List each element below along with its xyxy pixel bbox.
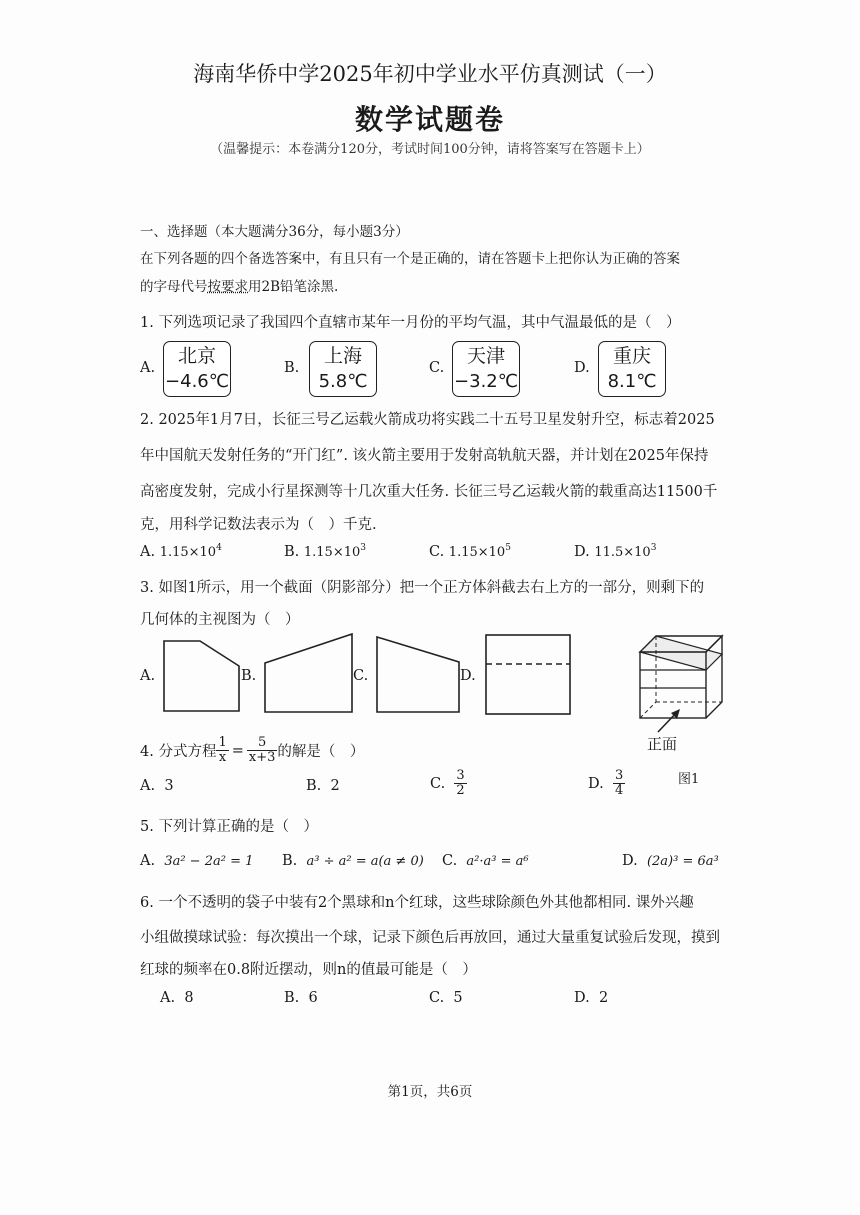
q4-stem-a: 4. 分式方程 [140,744,217,760]
q3-option-d-shape [485,634,573,716]
q2-option-b-exp: 3 [360,543,366,553]
q4-option-d-num: 3 [614,768,624,783]
page-number: 第1页，共6页 [387,1084,473,1100]
q6-option-d [574,990,608,1006]
q5-option-a [140,853,253,869]
q1-stem: 1. 下列选项记录了我国四个直辖市某年一月份的平均气温，其中气温最低的是（ ） [140,315,681,331]
q4-option-b [306,778,340,794]
q1-option-a-letter: A. [140,360,156,376]
q2-option-b-letter: B. [284,543,300,560]
q2-option-b-base: 1.15×10 [303,544,361,560]
q1-option-b-card [309,341,377,397]
q3-figure-front-label: 正面 [647,735,678,753]
q1-option-d-city: 重庆 [612,345,651,367]
q6-option-d-letter: D. [574,990,590,1006]
q6-line2: 小组做摸球试验：每次摸出一个球，记录下颜色后再放回，通过大量重复试验后发现，摸到 [140,930,720,946]
q4-option-c-letter: C. [430,775,446,792]
q2-line2: 年中国航天发射任务的“开门红”. 该火箭主要用于发射高轨航天器，并计划在2025年保持 [140,448,709,464]
q3-figure-caption: 图1 [678,772,700,787]
q1-option-b-temp: 5.8℃ [318,371,368,392]
q2-line1: 2. 2025年1月7日，长征三号乙运载火箭成功将实践二十五号卫星发射升空，标志着2025 [140,412,715,428]
q4-option-d-den: 4 [614,783,624,798]
q3-option-c-shape [376,636,462,714]
q6-option-c-value: 5 [453,990,463,1006]
q4-option-a-letter: A. [140,778,156,794]
q2-option-d-exp: 3 [650,543,657,553]
q2-option-d-base: 11.5×10 [594,544,651,560]
q6-option-c [429,990,463,1006]
q6-option-a [160,990,194,1006]
q5-option-d-text: (2a)³ = 6a³ [646,854,719,869]
q6-option-a-letter: A. [160,990,176,1006]
school-exam-title: 海南华侨中学2025年初中学业水平仿真测试（一） [193,62,667,86]
q2-option-a-letter: A. [140,543,156,560]
q4-fraction-right [247,736,278,765]
q1-option-d-temp: 8.1℃ [607,371,657,392]
q5-option-b [282,853,424,869]
q4-option-c-den: 2 [456,783,465,798]
q4-option-d [588,769,625,798]
q5-option-c [442,853,529,869]
q2-option-d [574,543,656,560]
q4-option-c-fraction [454,769,466,798]
q1-option-a-card [163,341,231,397]
q2-option-c [429,543,511,560]
q4-option-a [140,778,174,794]
q4-option-d-fraction [613,769,625,798]
q6-option-b-letter: B. [284,990,300,1006]
q1-option-a-temp: −4.6℃ [165,371,229,392]
q1-option-c-card [452,341,520,397]
q2-line4: 克，用科学记数法表示为（ ）千克. [140,517,377,533]
instruction-part-c: 用2B铅笔涂黑. [248,279,339,295]
section-instruction-line2 [140,275,338,295]
q4-option-b-letter: B. [306,778,322,794]
q6-option-b [284,990,318,1006]
q1-option-b-city: 上海 [323,345,362,367]
q3-line2: 几何体的主视图为（ ） [140,612,300,628]
q3-option-a-shape [164,640,240,712]
q4-stem [140,736,364,765]
q5-option-c-letter: C. [442,853,458,869]
q5-option-c-text: a²·a³ = a⁶ [466,854,529,869]
q5-option-a-text: 3a² − 2a² = 1 [164,854,254,869]
q5-option-d-letter: D. [622,853,638,869]
q6-option-a-value: 8 [184,990,194,1006]
q2-option-b [284,543,366,560]
q2-option-c-base: 1.15×10 [448,544,506,560]
q5-option-b-letter: B. [282,853,298,869]
q1-option-c-city: 天津 [466,345,505,367]
instruction-part-a: 的字母代号 [140,279,208,295]
q5-stem: 5. 下列计算正确的是（ ） [140,819,318,835]
q1-option-c-letter: C. [429,360,445,376]
q4-option-d-letter: D. [588,775,604,792]
q4-fraction-left-den: x [218,750,227,765]
q4-option-a-value: 3 [164,778,174,794]
q4-option-b-value: 2 [330,778,340,794]
q6-option-c-letter: C. [429,990,445,1006]
q4-stem-b: 的解是（ ） [277,744,365,760]
q3-line1: 3. 如图1所示，用一个截面（阴影部分）把一个正方体斜截去右上方的一部分，则剩下的 [140,580,705,596]
instruction-emphasis: 按要求 [207,279,248,295]
q2-option-a-base: 1.15×10 [159,544,217,560]
paper-title: 数学试题卷 [354,103,505,136]
q5-option-a-letter: A. [140,853,156,869]
q1-option-d-card [598,341,666,397]
q6-line1: 6. 一个不透明的袋子中装有2个黑球和n个红球，这些球除颜色外其他都相同. 课外兴趣 [140,895,694,911]
q2-option-c-exp: 5 [505,543,511,553]
q3-option-d-letter: D. [460,668,476,684]
q1-option-b-letter: B. [284,360,300,376]
q2-line3: 高密度发射，完成小行星探测等十几次重大任务. 长征三号乙运载火箭的载重高达11500千 [140,484,718,500]
q2-option-a [140,543,222,560]
q6-option-b-value: 6 [308,990,318,1006]
q4-fraction-right-den: x+3 [248,750,276,765]
q2-option-a-exp: 4 [216,543,222,553]
section-heading: 一、选择题（本大题满分36分，每小题3分） [140,224,409,240]
q3-option-b-shape [264,633,354,713]
q1-option-d-letter: D. [574,360,590,376]
q1-option-a-city: 北京 [177,345,216,367]
q5-option-b-text: a³ ÷ a² = a(a ≠ 0) [306,854,424,869]
q4-fraction-left-num: 1 [218,735,227,750]
q6-line3: 红球的频率在0.8附近摆动，则n的值最可能是（ ） [140,962,477,978]
q2-option-d-letter: D. [574,543,590,560]
q1-option-c-temp: −3.2℃ [454,371,518,392]
section-instruction-line1: 在下列各题的四个备选答案中，有且只有一个是正确的，请在答题卡上把你认为正确的答案 [140,251,680,267]
q3-option-c-letter: C. [353,668,369,684]
q3-option-b-letter: B. [241,668,257,684]
q3-option-a-letter: A. [140,668,156,684]
exam-tip: （温馨提示：本卷满分120分，考试时间100分钟，请将答案写在答题卡上） [210,142,650,157]
q4-fraction-left [216,736,228,765]
q4-fraction-right-num: 5 [247,736,278,751]
q6-option-d-value: 2 [598,990,609,1006]
q4-option-c [430,769,467,798]
q4-option-c-num: 3 [456,768,465,783]
q4-equals: = [231,742,244,759]
q2-option-c-letter: C. [429,543,445,560]
q5-option-d [622,853,719,869]
